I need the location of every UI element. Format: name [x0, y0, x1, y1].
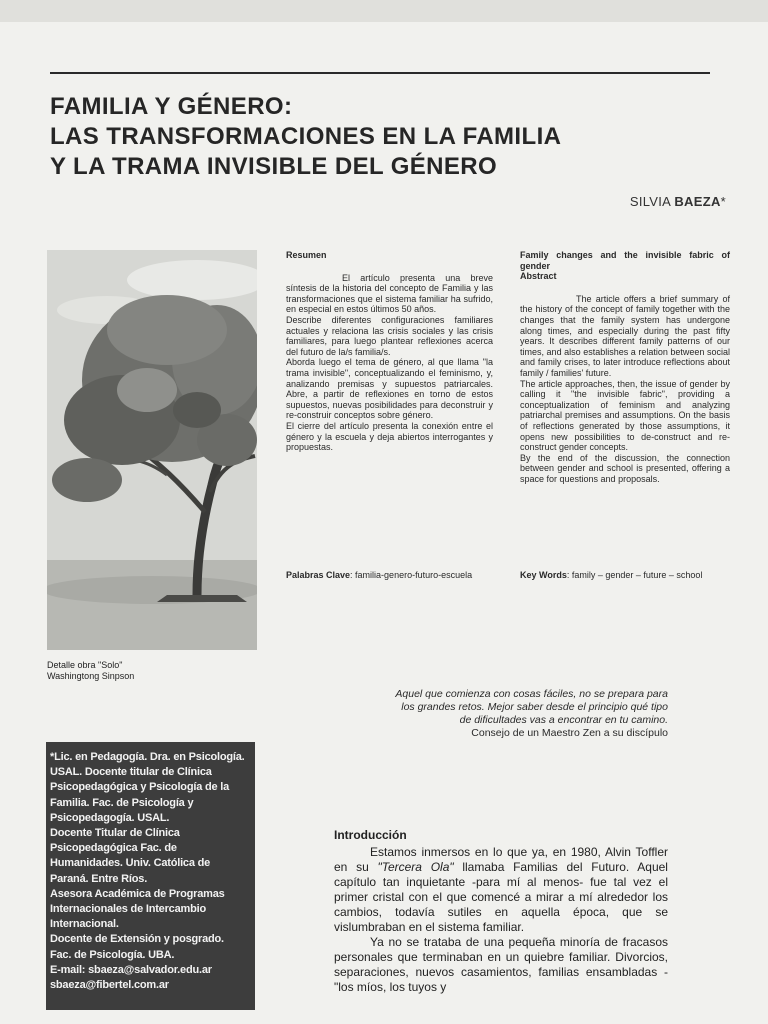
author-name — [630, 194, 726, 209]
intro-paragraph: Ya no se trataba de una pequeña minoría de fracasos personales que terminaban en un quiebre familiar. Divorcios, separaciones, nuevos casamientos, familias ensambladas - "los míos, los tuyos y — [334, 935, 668, 994]
author-last-name: BAEZA — [674, 194, 721, 209]
title-line-1: FAMILIA Y GÉNERO: — [50, 93, 293, 120]
title-line-3: Y LA TRAMA INVISIBLE DEL GÉNERO — [50, 153, 498, 180]
keywords-values: : family – gender – future – school — [566, 570, 703, 580]
bio-line: Psicopedagogía. USAL. — [50, 811, 170, 824]
bio-line: Psicopedagógica y Psicología de la — [50, 781, 230, 794]
abstract-title: Family changes and the invisible fabric of gender — [520, 250, 730, 271]
keywords-values: : familia-genero-futuro-escuela — [350, 570, 473, 580]
quote-attribution: Consejo de un Maestro Zen a su discípulo — [471, 727, 668, 739]
top-scan-band — [0, 0, 768, 22]
header-rule — [50, 72, 710, 74]
book-title: "Tercera Ola" — [377, 860, 454, 874]
caption-line-2: Washingtong Sinpson — [47, 671, 135, 681]
bio-line: Paraná. Entre Ríos. — [50, 872, 148, 885]
resumen-paragraph: Describe diferentes configuraciones familiares actuales y relaciona las crisis sociales y las crisis familiares, para luego plantear reflexiones acerca del futuro de la/s familia/s. — [286, 314, 493, 357]
epigraph-quote — [300, 688, 668, 740]
bio-line: Docente de Extensión y posgrado. — [50, 933, 224, 946]
author-footnote-mark: * — [720, 194, 726, 209]
author-first-name: SILVIA — [629, 194, 671, 209]
tree-illustration — [47, 250, 257, 650]
bio-email-line: E-mail: sbaeza@salvador.edu.ar — [50, 963, 212, 976]
quote-line: los grandes retos. Mejor saber desde el principio qué tipo — [401, 701, 668, 713]
caption-line-1: Detalle obra "Solo" — [47, 660, 123, 670]
introduction-section — [334, 828, 668, 995]
bio-line: *Lic. en Pedagogía. Dra. en Psicología. — [50, 751, 245, 763]
intro-text: Estamos inmersos en lo que ya, en 1980, Alvin Toffler en su — [334, 845, 668, 874]
resumen-paragraph: El cierre del artículo presenta la conexión entre el género y la escuela y deja abiertos interrogantes y propuestas. — [286, 420, 493, 453]
abstract-paragraph: By the end of the discussion, the connection between gender and school is presented, offering a space for questions and proposals. — [520, 452, 730, 484]
bio-line: Docente Titular de Clínica — [50, 827, 180, 840]
resumen-paragraph: El artículo presenta una breve síntesis de la historia del concepto de Familia y las transformaciones que el sistema familiar ha sufrido, en especial en estos últimos 50 años. — [286, 272, 493, 315]
bio-email-line: sbaeza@fibertel.com.ar — [50, 979, 169, 992]
resumen-paragraph: Aborda luego el tema de género, al que llama "la trama invisible", conceptualizando el feminismo, y, analizando premisas y supuestos patriarcales. Abre, a partir de reflexiones en torno de estos supuestos, nuevas posibilidades para deconstruir y re-construir conceptos sobre género. — [286, 357, 493, 421]
keywords-label: Palabras Clave — [286, 570, 351, 580]
keywords-label: Key Words — [520, 570, 567, 580]
bio-line: Familia. Fac. de Psicología y — [50, 796, 194, 809]
resumen-keywords — [286, 570, 493, 581]
bio-line: USAL. Docente titular de Clínica — [50, 766, 212, 779]
resumen-heading: Resumen — [286, 250, 327, 260]
abstract-heading: Abstract — [520, 271, 557, 282]
intro-paragraph — [334, 845, 668, 935]
abstract-column — [520, 250, 730, 484]
bio-line: Asesora Académica de Programas — [50, 887, 225, 900]
introduction-heading: Introducción — [334, 828, 407, 842]
bio-line: Fac. de Psicología. UBA. — [50, 948, 175, 961]
quote-line: de dificultades vas a encontrar en tu camino. — [459, 714, 668, 726]
abstract-paragraph: The article approaches, then, the issue of gender by calling it "the invisible fabric", providing a conceptualization of feminism and analyzing patriarchal premises and assumptions. On the basis of reflections generated by those assumptions, it opens new possibilities to de-construct and re-construct gender concepts. — [520, 378, 730, 453]
bio-line: Psicopedagógica Fac. de — [50, 842, 177, 855]
bio-line: Internacional. — [50, 918, 119, 931]
title-line-2: LAS TRANSFORMACIONES EN LA FAMILIA — [50, 123, 562, 150]
intro-text: llamaba Familias del Futuro. Aquel capítulo tan inquietante -para mí al menos- fue tal vez el primer cristal con el que comencé a mirar a mí alrededor los cambios, todavía sutiles en aquella época, que se vislumbraban en el sistema familiar. — [334, 860, 668, 934]
bio-line: Internacionales de Intercambio — [50, 903, 206, 916]
article-title — [50, 92, 561, 182]
bio-line: Humanidades. Univ. Católica de — [50, 857, 211, 870]
image-caption — [47, 660, 134, 682]
tree-artwork-image — [47, 250, 257, 650]
resumen-column — [286, 250, 493, 453]
abstract-keywords — [520, 570, 730, 581]
quote-line: Aquel que comienza con cosas fáciles, no se prepara para — [395, 688, 668, 700]
abstract-paragraph: The article offers a brief summary of the history of the concept of family together with the changes that the family system has undergone along times, and especially during the past fifty years. It describes different family patterns of our times, and also establishes a relation between social and family crises, to later introduce reflections about family / families' future. — [520, 293, 730, 378]
author-bio-box — [46, 742, 255, 1010]
